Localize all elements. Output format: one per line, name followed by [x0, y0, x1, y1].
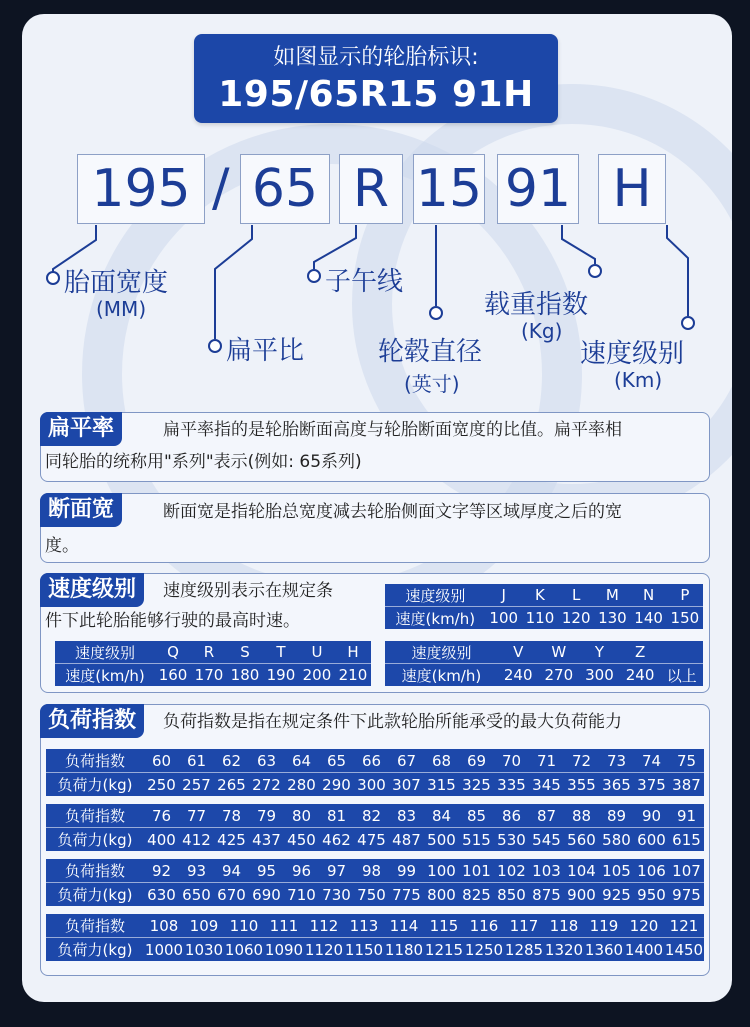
speed-grade: U — [311, 643, 323, 661]
load-index-cell: 93 — [186, 861, 207, 880]
load-capacity-cell: 425 — [214, 828, 249, 852]
aspect-ratio-panel — [40, 412, 710, 482]
load-capacity-cell: 875 — [529, 883, 564, 907]
load-capacity-cell: 630 — [144, 883, 179, 907]
speed-table-header: 速度(km/h) — [55, 664, 155, 687]
load-index-cell: 110 — [229, 916, 259, 935]
code-slash: / — [212, 158, 230, 218]
load-capacity-cell: 1060 — [224, 938, 264, 962]
load-table — [46, 804, 704, 851]
load-index-cell: 115 — [429, 916, 459, 935]
load-capacity-cell: 1000 — [144, 938, 184, 962]
load-capacity-cell: 450 — [284, 828, 319, 852]
load-capacity-cell: 280 — [284, 773, 319, 797]
load-index-cell: 68 — [431, 751, 452, 770]
load-index-cell: 75 — [676, 751, 697, 770]
speed-grade — [660, 641, 703, 664]
load-index-cell: 92 — [151, 861, 172, 880]
load-index-cell: 83 — [396, 806, 417, 825]
speed-rating-tag: 速度级别 — [40, 573, 144, 607]
speed-table-header: 速度级别 — [75, 643, 136, 662]
code-box-speed: H — [598, 154, 666, 224]
tire-info-card — [22, 14, 732, 1002]
load-index-cell: 85 — [466, 806, 487, 825]
header-subtitle: 如图显示的轮胎标识: — [273, 45, 479, 70]
speed-value: 以上 — [660, 664, 703, 687]
load-table-header: 负荷力(kg) — [46, 883, 144, 907]
label-speed-rating-unit: (Km) — [614, 368, 663, 392]
load-capacity-cell: 1180 — [384, 938, 424, 962]
load-index-desc: 负荷指数是指在规定条件下此款轮胎所能承受的最大负荷能力 — [163, 712, 622, 732]
speed-grade: J — [501, 586, 506, 604]
speed-grade: V — [513, 643, 524, 661]
load-capacity-cell: 1285 — [504, 938, 544, 962]
load-index-cell: 111 — [269, 916, 299, 935]
load-table-header: 负荷指数 — [64, 917, 125, 935]
load-index-cell: 61 — [186, 751, 207, 770]
speed-value: 170 — [191, 664, 227, 687]
speed-rating-desc-2: 件下此轮胎能够行驶的最高时速。 — [45, 611, 300, 631]
load-capacity-cell: 1215 — [424, 938, 464, 962]
speed-grade: K — [535, 586, 545, 604]
load-index-cell: 86 — [501, 806, 522, 825]
load-capacity-cell: 487 — [389, 828, 424, 852]
code-box-load: 91 — [497, 154, 579, 224]
load-capacity-cell: 975 — [669, 883, 704, 907]
speed-rating-panel — [40, 573, 710, 693]
load-index-cell: 106 — [637, 861, 666, 880]
load-table-header: 负荷指数 — [64, 807, 125, 825]
load-capacity-cell: 850 — [494, 883, 529, 907]
load-capacity-cell: 730 — [319, 883, 354, 907]
speed-grade: Z — [634, 643, 646, 661]
speed-value: 190 — [263, 664, 299, 687]
load-capacity-cell: 1450 — [664, 938, 704, 962]
load-capacity-cell: 600 — [634, 828, 669, 852]
load-capacity-cell: 265 — [214, 773, 249, 797]
label-tread-width: 胎面宽度 — [64, 268, 169, 298]
load-capacity-cell: 1360 — [584, 938, 624, 962]
speed-grade: Q — [167, 643, 179, 661]
speed-grade: L — [572, 586, 581, 604]
load-capacity-cell: 650 — [179, 883, 214, 907]
load-capacity-cell: 560 — [564, 828, 599, 852]
load-index-cell: 89 — [606, 806, 627, 825]
load-capacity-cell: 475 — [354, 828, 389, 852]
code-box-ratio: 65 — [240, 154, 330, 224]
load-index-panel — [40, 704, 710, 976]
load-index-tag: 负荷指数 — [40, 704, 144, 738]
load-index-cell: 87 — [536, 806, 557, 825]
load-capacity-cell: 387 — [669, 773, 704, 797]
aspect-ratio-desc-1: 扁平率指的是轮胎断面高度与轮胎断面宽度的比值。扁平率相 — [163, 420, 622, 440]
load-capacity-cell: 500 — [424, 828, 459, 852]
load-index-cell: 100 — [427, 861, 456, 880]
load-index-cell: 71 — [536, 751, 557, 770]
load-capacity-cell: 1150 — [344, 938, 384, 962]
speed-value: 130 — [594, 607, 630, 630]
load-capacity-cell: 437 — [249, 828, 284, 852]
load-capacity-cell: 750 — [354, 883, 389, 907]
load-index-cell: 98 — [361, 861, 382, 880]
speed-grade: S — [240, 643, 250, 661]
load-capacity-cell: 250 — [144, 773, 179, 797]
load-index-cell: 81 — [326, 806, 347, 825]
speed-value: 150 — [667, 607, 703, 630]
speed-value: 120 — [558, 607, 594, 630]
label-speed-rating: 速度级别 — [580, 339, 685, 369]
speed-value: 270 — [539, 664, 580, 687]
load-table-header: 负荷指数 — [64, 752, 125, 770]
load-index-cell: 112 — [309, 916, 339, 935]
load-capacity-cell: 315 — [424, 773, 459, 797]
load-index-cell: 79 — [256, 806, 277, 825]
label-load-index: 载重指数 — [484, 290, 589, 320]
load-index-cell: 91 — [676, 806, 697, 825]
load-table — [46, 914, 704, 961]
speed-table-qh — [55, 641, 371, 686]
load-index-cell: 105 — [602, 861, 631, 880]
speed-value: 200 — [299, 664, 335, 687]
load-capacity-cell: 412 — [179, 828, 214, 852]
load-index-cell: 64 — [291, 751, 312, 770]
load-capacity-cell: 925 — [599, 883, 634, 907]
load-index-cell: 101 — [462, 861, 491, 880]
load-capacity-cell: 1320 — [544, 938, 584, 962]
speed-value: 180 — [227, 664, 263, 687]
load-index-cell: 108 — [149, 916, 179, 935]
load-index-cell: 82 — [361, 806, 382, 825]
load-capacity-cell: 290 — [319, 773, 354, 797]
load-table — [46, 749, 704, 796]
load-table-header: 负荷力(kg) — [46, 938, 144, 962]
load-index-cell: 78 — [221, 806, 242, 825]
load-index-cell: 67 — [396, 751, 417, 770]
load-index-cell: 113 — [349, 916, 379, 935]
load-capacity-cell: 375 — [634, 773, 669, 797]
speed-table-header: 速度(km/h) — [385, 607, 486, 630]
load-table-header: 负荷力(kg) — [46, 828, 144, 852]
load-capacity-cell: 1120 — [304, 938, 344, 962]
load-capacity-cell: 307 — [389, 773, 424, 797]
aspect-ratio-desc-2: 同轮胎的统称用"系列"表示(例如: 65系列) — [45, 452, 362, 472]
load-capacity-cell: 325 — [459, 773, 494, 797]
load-capacity-cell: 530 — [494, 828, 529, 852]
label-rim-diameter: 轮毂直径 — [378, 337, 483, 367]
load-capacity-cell: 462 — [319, 828, 354, 852]
speed-grade: Y — [594, 643, 605, 661]
speed-value: 240 — [498, 664, 539, 687]
load-index-cell: 120 — [629, 916, 659, 935]
load-capacity-cell: 670 — [214, 883, 249, 907]
speed-table-header: 速度(km/h) — [385, 664, 498, 687]
load-capacity-cell: 355 — [564, 773, 599, 797]
section-width-tag: 断面宽 — [40, 493, 122, 527]
speed-table-jp — [385, 584, 703, 629]
load-capacity-cell: 690 — [249, 883, 284, 907]
load-index-cell: 96 — [291, 861, 312, 880]
load-capacity-cell: 365 — [599, 773, 634, 797]
speed-grade: M — [605, 586, 619, 604]
load-capacity-cell: 900 — [564, 883, 599, 907]
load-index-cell: 84 — [431, 806, 452, 825]
load-index-cell: 72 — [571, 751, 592, 770]
speed-grade: T — [276, 643, 286, 661]
section-width-desc-1: 断面宽是指轮胎总宽度减去轮胎侧面文字等区域厚度之后的宽 — [163, 502, 622, 522]
load-capacity-cell: 800 — [424, 883, 459, 907]
label-rim-diameter-unit: (英寸) — [404, 372, 460, 396]
load-index-cell: 94 — [221, 861, 242, 880]
section-width-desc-2: 度。 — [45, 536, 79, 556]
aspect-ratio-tag: 扁平率 — [40, 412, 122, 446]
speed-grade: N — [643, 586, 655, 604]
load-capacity-cell: 300 — [354, 773, 389, 797]
load-index-cell: 74 — [641, 751, 662, 770]
load-index-cell: 114 — [389, 916, 419, 935]
speed-value: 110 — [522, 607, 558, 630]
load-capacity-cell: 1090 — [264, 938, 304, 962]
label-aspect-ratio: 扁平比 — [226, 336, 305, 366]
speed-rating-desc-1: 速度级别表示在规定条 — [163, 581, 333, 601]
load-index-cell: 107 — [672, 861, 701, 880]
code-box-rim: 15 — [413, 154, 485, 224]
load-capacity-cell: 825 — [459, 883, 494, 907]
load-index-cell: 60 — [151, 751, 172, 770]
load-index-cell: 62 — [221, 751, 242, 770]
load-capacity-cell: 400 — [144, 828, 179, 852]
load-index-cell: 66 — [361, 751, 382, 770]
label-radial: 子午线 — [325, 267, 404, 297]
load-capacity-cell: 515 — [459, 828, 494, 852]
load-index-cell: 118 — [549, 916, 579, 935]
load-capacity-cell: 545 — [529, 828, 564, 852]
label-load-index-unit: (Kg) — [521, 319, 563, 343]
load-capacity-cell: 580 — [599, 828, 634, 852]
speed-value: 240 — [620, 664, 661, 687]
load-table — [46, 859, 704, 906]
load-index-cell: 63 — [256, 751, 277, 770]
load-table-header: 负荷指数 — [64, 862, 125, 880]
load-capacity-cell: 775 — [389, 883, 424, 907]
load-index-cell: 104 — [567, 861, 596, 880]
speed-value: 300 — [579, 664, 620, 687]
load-index-cell: 65 — [326, 751, 347, 770]
load-index-cell: 70 — [501, 751, 522, 770]
load-capacity-cell: 335 — [494, 773, 529, 797]
speed-grade: W — [551, 643, 567, 661]
section-width-panel — [40, 493, 710, 563]
load-index-cell: 102 — [497, 861, 526, 880]
load-capacity-cell: 1400 — [624, 938, 664, 962]
load-index-cell: 73 — [606, 751, 627, 770]
speed-value: 210 — [335, 664, 371, 687]
load-index-cell: 119 — [589, 916, 619, 935]
speed-grade: P — [680, 586, 690, 604]
speed-table-vz — [385, 641, 703, 686]
code-box-construction: R — [339, 154, 403, 224]
load-capacity-cell: 257 — [179, 773, 214, 797]
load-table-header: 负荷力(kg) — [46, 773, 144, 797]
load-index-cell: 90 — [641, 806, 662, 825]
load-index-cell: 121 — [669, 916, 699, 935]
speed-grade: R — [203, 643, 215, 661]
load-index-cell: 95 — [256, 861, 277, 880]
load-index-cell: 77 — [186, 806, 207, 825]
load-capacity-cell: 615 — [669, 828, 704, 852]
load-capacity-cell: 710 — [284, 883, 319, 907]
load-index-cell: 99 — [396, 861, 417, 880]
speed-value: 100 — [486, 607, 522, 630]
speed-value: 160 — [155, 664, 191, 687]
load-capacity-cell: 345 — [529, 773, 564, 797]
load-index-cell: 97 — [326, 861, 347, 880]
load-index-cell: 88 — [571, 806, 592, 825]
load-index-cell: 76 — [151, 806, 172, 825]
speed-table-header: 速度级别 — [405, 586, 466, 605]
load-capacity-cell: 1030 — [184, 938, 224, 962]
speed-table-header: 速度级别 — [411, 643, 472, 662]
load-index-cell: 117 — [509, 916, 539, 935]
speed-value: 140 — [631, 607, 667, 630]
load-index-cell: 116 — [469, 916, 499, 935]
load-index-cell: 109 — [189, 916, 219, 935]
speed-grade: H — [347, 643, 359, 661]
code-box-width: 195 — [77, 154, 205, 224]
load-capacity-cell: 1250 — [464, 938, 504, 962]
label-tread-width-unit: (MM) — [96, 297, 147, 321]
load-capacity-cell: 950 — [634, 883, 669, 907]
load-capacity-cell: 272 — [249, 773, 284, 797]
header-tire-code: 195/65R15 91H — [218, 74, 534, 115]
load-index-cell: 103 — [532, 861, 561, 880]
load-index-cell: 80 — [291, 806, 312, 825]
load-index-cell: 69 — [466, 751, 487, 770]
